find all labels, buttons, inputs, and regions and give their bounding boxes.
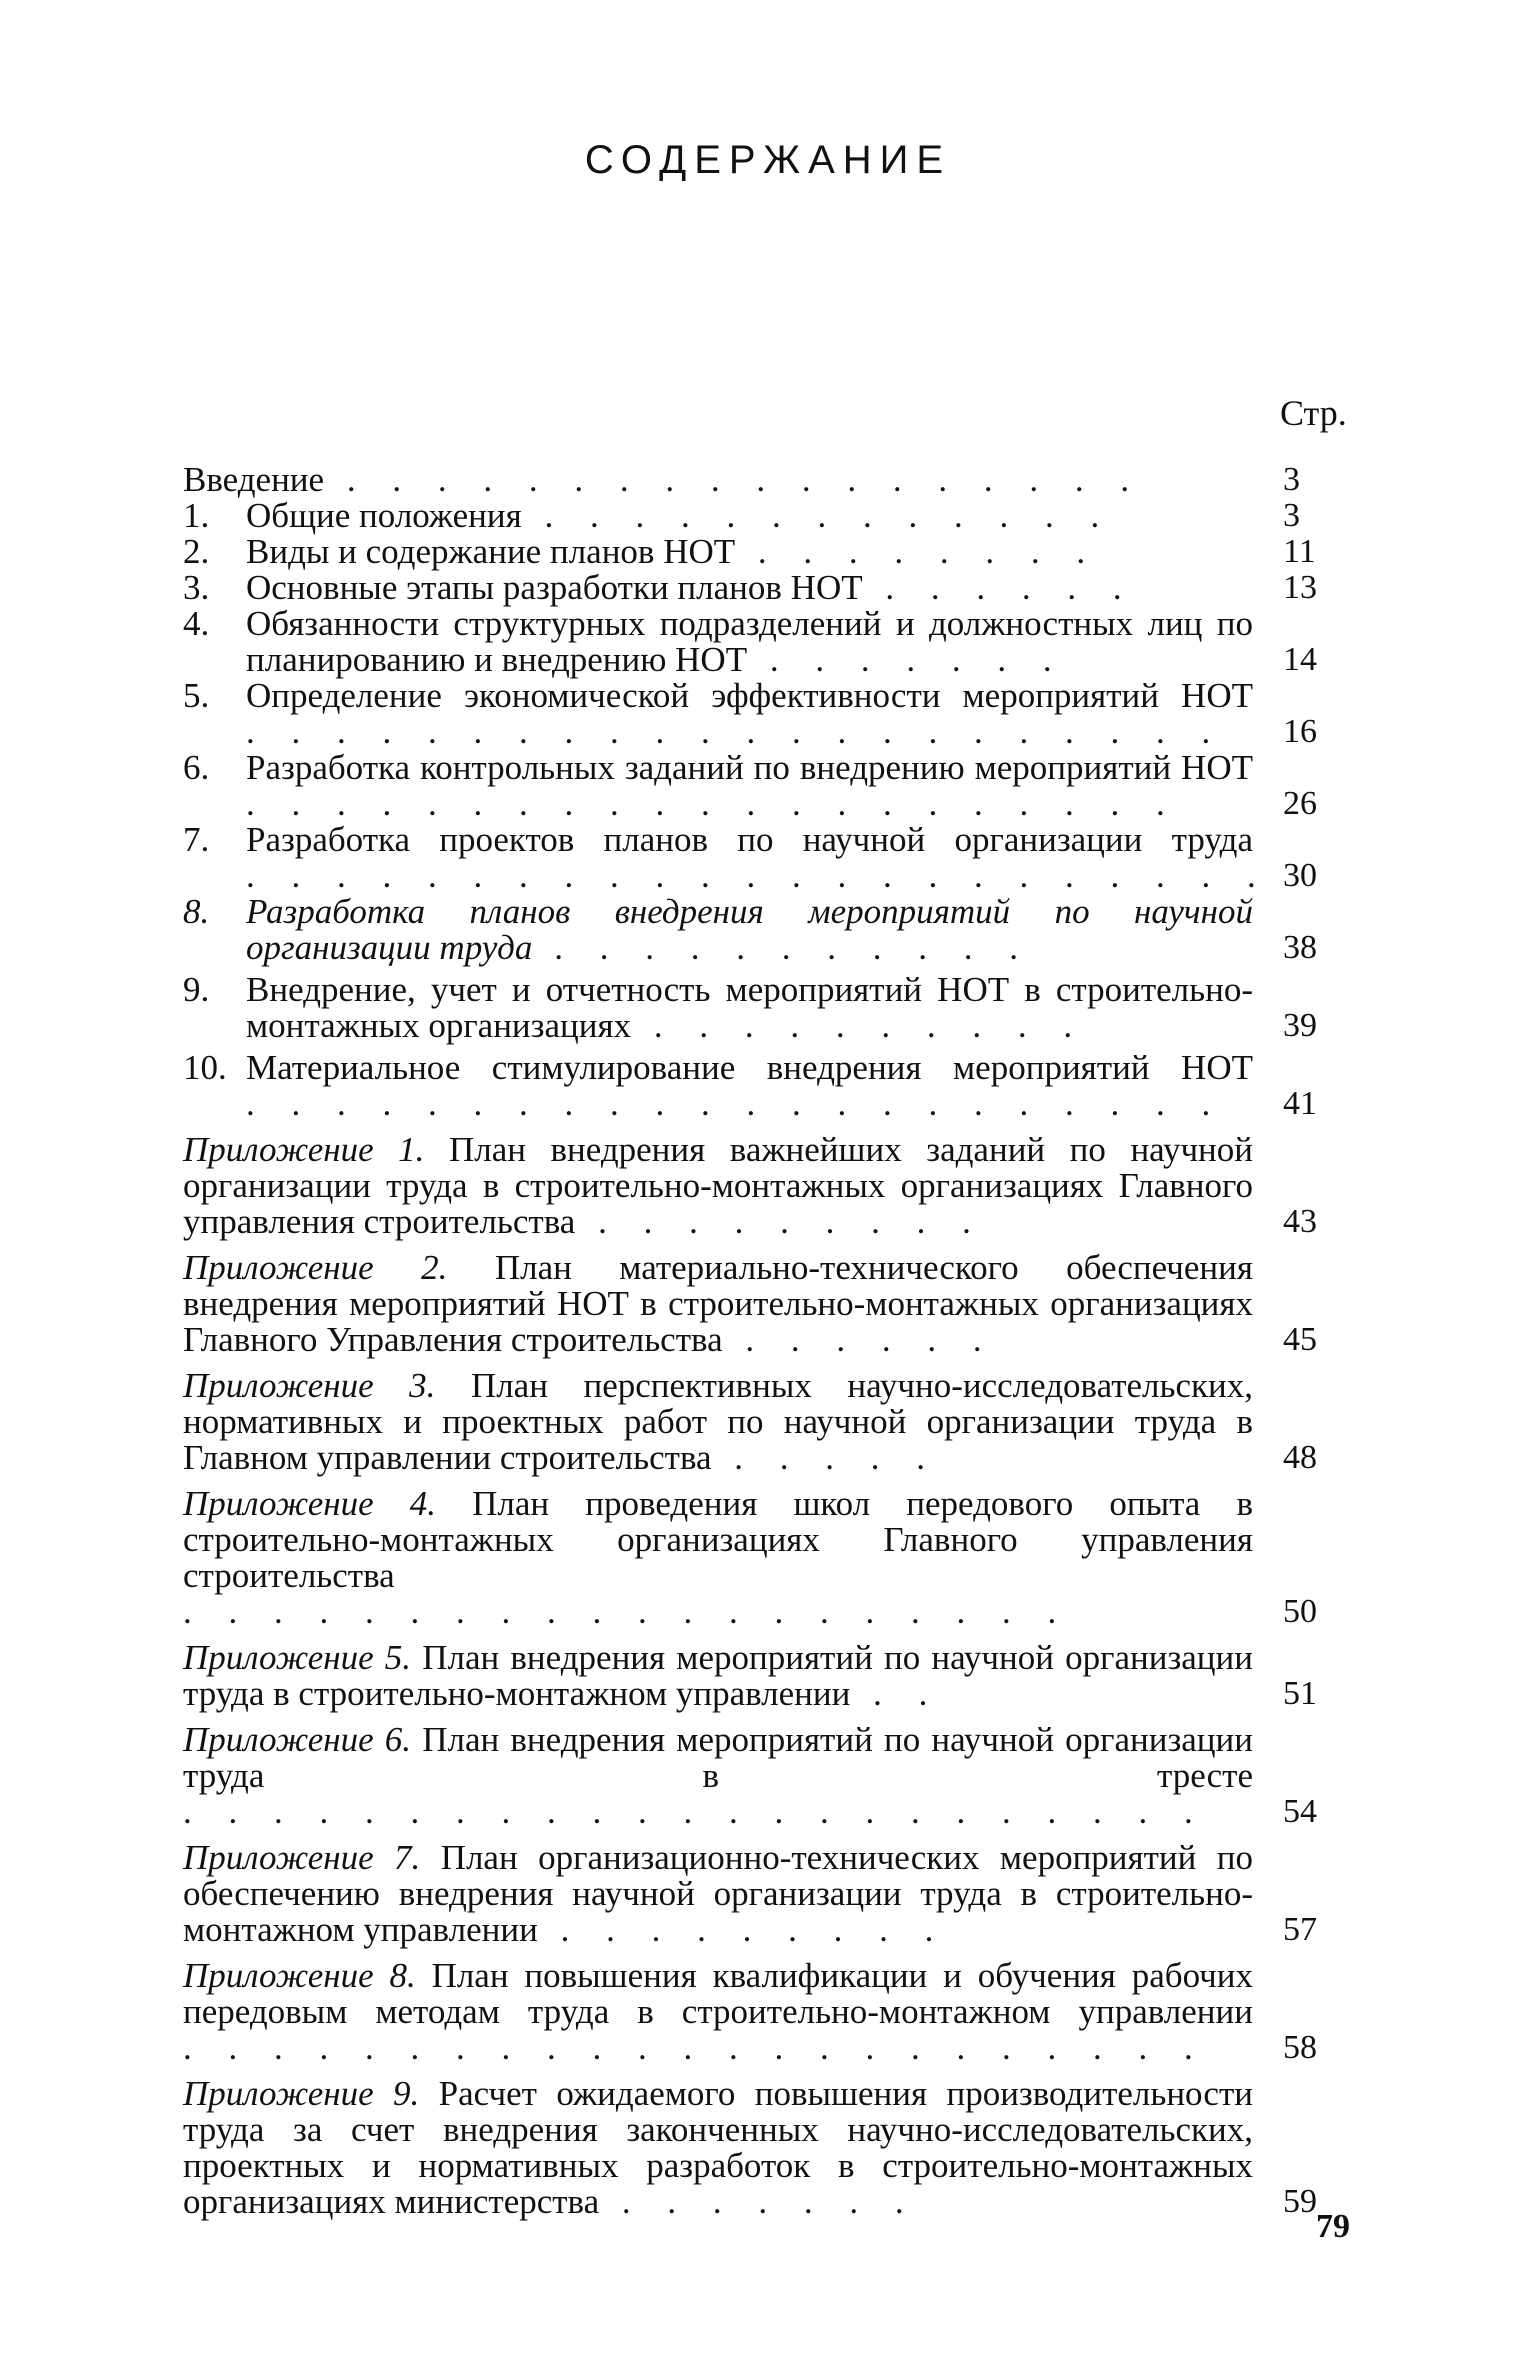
toc-entry-number: 4. [183,604,210,643]
toc-entry-appendix [183,1722,1363,1830]
toc-entry-text: План проведения школ передового опыта в строительно-монтажных организациях Главного управления строительства [183,1484,1253,1595]
leader-dots: . . . . . . . . . . . . . [521,496,1114,535]
toc-entry-page: 30 [1283,857,1317,894]
toc-entry [183,1050,1363,1122]
toc-entry-appendix [183,1840,1363,1948]
toc-entry-page: 45 [1283,1321,1317,1358]
leader-dots: . . . . . . [722,1320,996,1359]
leader-dots: . . . . . . . . . . . . . . . . . . . . [183,1592,1071,1631]
toc-entry-text: План внедрения мероприятий по научной организации труда в тресте [183,1720,1253,1795]
toc-entry-text: План перспективных научно-исследовательских, нормативных и проектных работ по научной организации труда в Главном управлении строительства [183,1366,1253,1477]
toc-entry [183,894,1363,966]
leader-dots: . . . . . . . . . . . [532,928,1033,967]
toc-entry-page: 38 [1283,929,1317,966]
toc-entry [183,498,1363,534]
toc-entry-text: Разработка планов внедрения мероприятий по научной организации труда [246,892,1253,967]
appendix-label: Приложение 5. [183,1638,412,1677]
toc-entry-appendix [183,1132,1363,1240]
toc-entry-appendix [183,1640,1363,1712]
toc-entry-page: 48 [1283,1439,1317,1476]
toc-entry-text: Материальное стимулирование внедрения мероприятий НОТ [246,1048,1253,1087]
leader-dots: . . . . . . . . . [575,1202,985,1241]
toc-entry-text: План материально-технического обеспечения внедрения мероприятий НОТ в строительно-монтажных организациях Главного Управления строительства [183,1248,1253,1359]
toc-entry-page: 14 [1283,641,1317,678]
leader-dots: . . . . . . . . . [537,1910,948,1949]
toc-entry-page: 11 [1283,533,1316,570]
toc-entry-page: 41 [1283,1085,1317,1122]
appendix-label: Приложение 8. [183,1956,416,1995]
toc-entry-appendix [183,1958,1363,2066]
toc-entry-text: Обязанности структурных подразделений и должностных лиц по планированию и внедрению НОТ [246,604,1253,679]
leader-dots: . . . . . . . [599,2182,918,2221]
toc-entry-text: План внедрения мероприятий по научной организации труда в строительно-монтажном управлении [183,1638,1253,1713]
toc-entry-number: 6. [183,748,210,787]
appendix-label: Приложение 3. [183,1366,436,1405]
page-number: 79 [1316,2208,1350,2245]
toc-entry-page: 51 [1283,1675,1317,1712]
toc-entry-page: 3 [1283,497,1300,534]
toc-entry-text: Разработка контрольных заданий по внедрению мероприятий НОТ [246,748,1253,787]
leader-dots: . . . . . . . . . . . . . . . . . . . . . . [246,1084,1225,1123]
toc-entry-page: 3 [1283,461,1300,498]
appendix-label: Приложение 7. [183,1838,421,1877]
toc-entry-text: План внедрения важнейших заданий по научной организации труда в строительно-монтажных организациях Главного управления строительства [183,1130,1254,1241]
toc-entry [183,972,1363,1044]
appendix-label: Приложение 6. [183,1720,412,1759]
appendix-label: Приложение 2. [183,1248,448,1287]
toc-entry-text: Внедрение, учет и отчетность мероприятий НОТ в строительно-монтажных организациях [246,970,1253,1045]
toc-entry-page: 59 [1283,2183,1317,2220]
toc-entry-text: Общие положения [246,496,522,535]
toc-entry-number: 3. [183,568,210,607]
toc-entry-page: 13 [1283,569,1317,606]
leader-dots: . . . . . . [862,568,1136,607]
page-title: СОДЕРЖАНИЕ [584,138,952,182]
toc-entry-text: Определение экономической эффективности мероприятий НОТ [246,676,1253,715]
toc-entry-number: 9. [183,970,210,1009]
toc-entry-page: 39 [1283,1007,1317,1044]
toc-entry [183,462,1363,498]
toc-entry-text: План организационно-технических мероприятий по обеспечению внедрения научной организации труда в строительно-монтажном управлении [183,1838,1254,1949]
toc-entry-text: Расчет ожидаемого повышения производительности труда за счет внедрения законченных научно-исследовательских, проектных и нормативных разработок в строительно-монтажных организациях министерства [183,2074,1253,2221]
leader-dots: . . . . . . . . . . . . . . . . . . [324,460,1144,499]
toc-entry-appendix [183,2076,1363,2220]
toc-entry [183,822,1363,894]
leader-dots: . . . . . . . [747,640,1066,679]
toc-entry-text: Виды и содержание планов НОТ [246,532,736,571]
page-column-header: Стр. [1280,393,1347,433]
toc-entry [183,570,1363,606]
toc-entry-text: Введение [183,460,325,499]
leader-dots: . . . . . . . . . . . . . . . . . . . . . . . [183,2028,1207,2067]
toc-entry-page: 43 [1283,1203,1317,1240]
appendix-label: Приложение 9. [183,2074,420,2113]
toc-entry-text: План повышения квалификации и обучения рабочих передовым методам труда в строительно-монтажном управлении [183,1956,1253,2031]
leader-dots: . . . . . . . . . . . . . . . . . . . . . . . [183,1792,1207,1831]
toc-entry-number: 5. [183,676,210,715]
toc-entry-page: 58 [1283,2029,1317,2066]
leader-dots: . . . . . . . . . . . . . . . . . . . . . . [246,712,1225,751]
toc-entry-text: Разработка проектов планов по научной организации труда [246,820,1253,859]
toc-entry-number: 1. [183,496,210,535]
toc-entry-number: 10. [183,1048,227,1087]
leader-dots: . . . . . . . . [735,532,1100,571]
table-of-contents [183,462,1363,2220]
toc-entry-page: 16 [1283,713,1317,750]
toc-entry-page: 57 [1283,1911,1317,1948]
toc-entry-number: 7. [183,820,210,859]
leader-dots: . . . . . . . . . . [631,1006,1087,1045]
leader-dots: . . . . . . . . . . . . . . . . . . . . . . . [246,856,1270,895]
appendix-label: Приложение 4. [183,1484,437,1523]
toc-entry-text: Основные этапы разработки планов НОТ [246,568,863,607]
toc-entry-appendix [183,1368,1363,1476]
toc-entry-number: 8. [183,892,210,931]
leader-dots: . . [850,1674,942,1713]
toc-entry [183,750,1363,822]
toc-entry [183,606,1363,678]
leader-dots: . . . . . . . . . . . . . . . . . . . . . [246,784,1179,823]
toc-entry [183,678,1363,750]
toc-entry-number: 2. [183,532,210,571]
toc-entry-page: 50 [1283,1593,1317,1630]
appendix-label: Приложение 1. [183,1130,425,1169]
toc-entry-page: 26 [1283,785,1317,822]
toc-entry-appendix [183,1486,1363,1630]
toc-entry-page: 54 [1283,1793,1317,1830]
toc-entry-appendix [183,1250,1363,1358]
toc-entry [183,534,1363,570]
leader-dots: . . . . . [711,1438,940,1477]
